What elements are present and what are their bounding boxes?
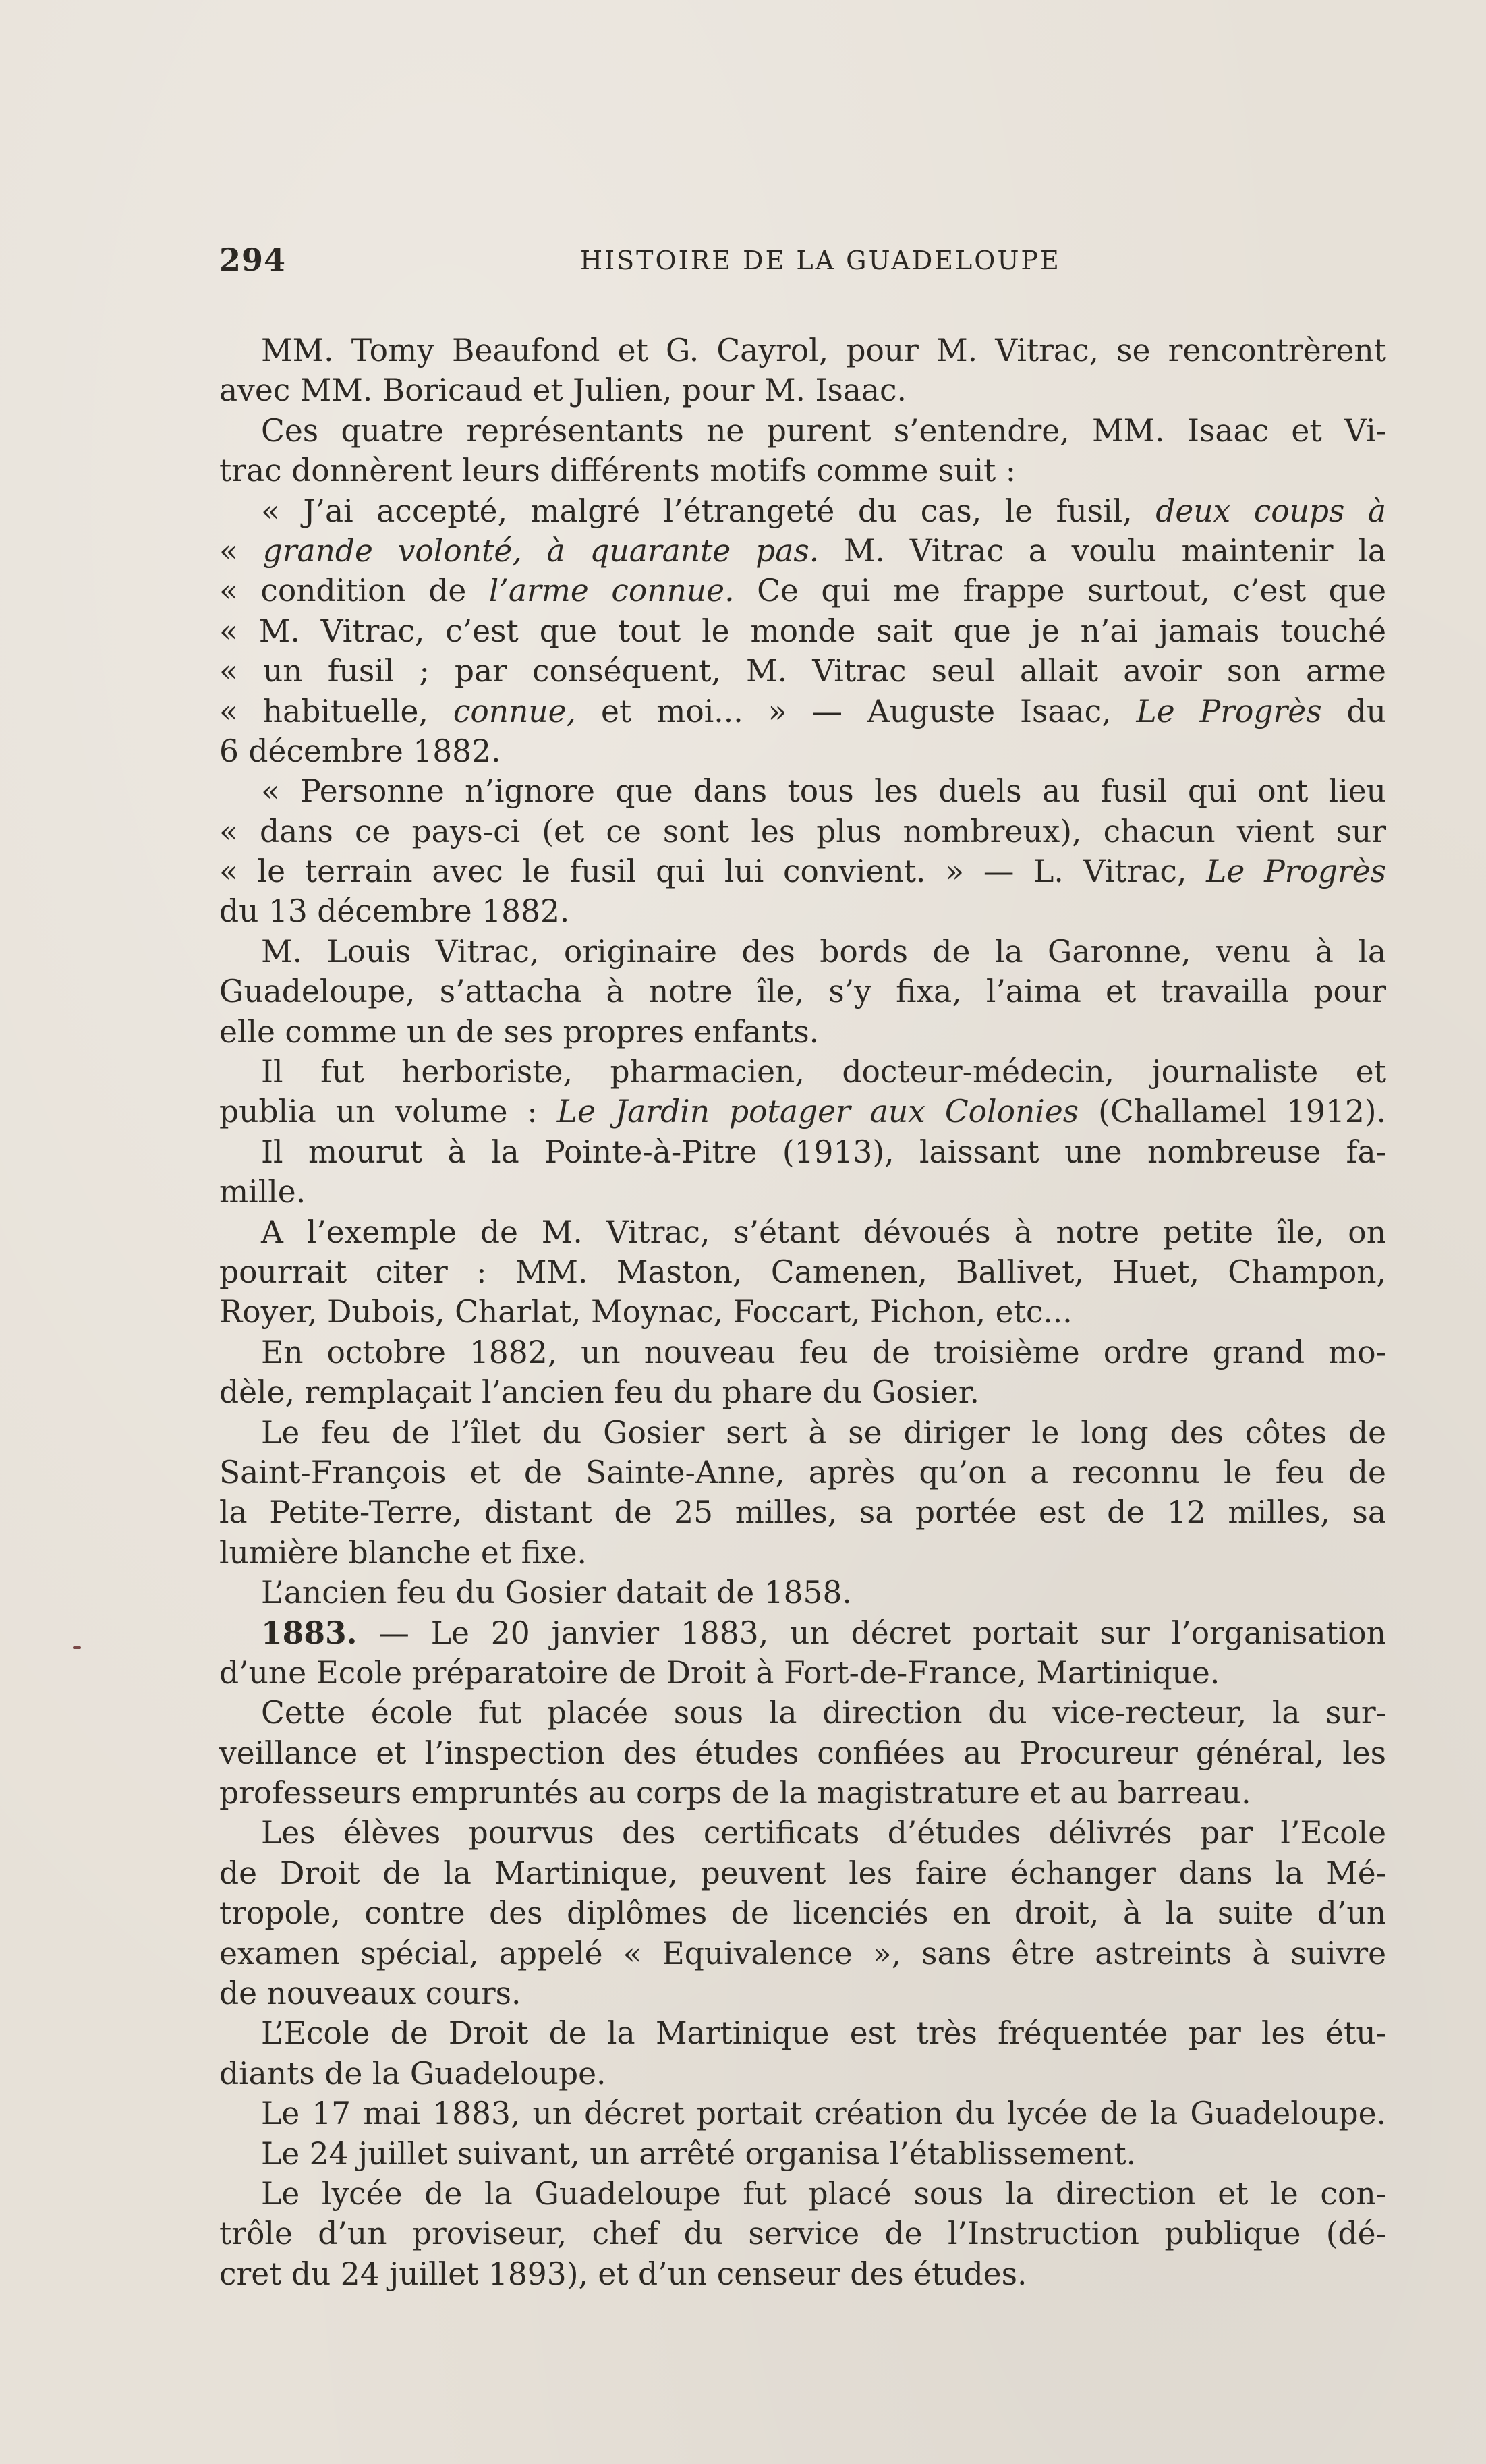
text-line: « habituelle, connue, et moi... » — Auguste Isaac, Le Progrès du — [219, 693, 1386, 729]
text-line: avec MM. Boricaud et Julien, pour M. Isaac. — [219, 372, 907, 409]
text-line: « J’ai accepté, malgré l’étrangeté du cas, le fusil, deux coups à — [261, 493, 1386, 529]
text-line: Il fut herboriste, pharmacien, docteur-médecin, journaliste et — [261, 1054, 1386, 1090]
text-line: publia un volume : Le Jardin potager aux Colonies (Challamel 1912). — [219, 1094, 1386, 1130]
text-line: « un fusil ; par conséquent, M. Vitrac seul allait avoir son arme — [219, 653, 1386, 690]
text-line: Guadeloupe, s’attacha à notre île, s’y fixa, l’aima et travailla pour — [219, 974, 1386, 1010]
text-line: MM. Tomy Beaufond et G. Cayrol, pour M. Vitrac, se rencontrèrent — [261, 333, 1386, 368]
text-line: du 13 décembre 1882. — [219, 893, 570, 930]
text-line: Le 17 mai 1883, un décret portait création du lycée de la Guadeloupe. — [261, 2096, 1386, 2132]
text-line: A l’exemple de M. Vitrac, s’étant dévoués à notre petite île, on — [261, 1214, 1386, 1250]
text-line: pourrait citer : MM. Maston, Camenen, Ballivet, Huet, Champon, — [219, 1254, 1386, 1290]
text-line: « le terrain avec le fusil qui lui convient. » — L. Vitrac, Le Progrès — [219, 853, 1386, 890]
text-line: diants de la Guadeloupe. — [219, 2055, 606, 2092]
text-line: examen spécial, appelé « Equivalence », sans être astreints à suivre — [219, 1935, 1386, 1971]
page-header — [219, 242, 1386, 289]
text-line: Le feu de l’îlet du Gosier sert à se diriger le long des côtes de — [261, 1414, 1386, 1451]
text-line: elle comme un de ses propres enfants. — [219, 1013, 820, 1050]
text-line: Le lycée de la Guadeloupe fut placé sous la direction et le con- — [261, 2175, 1386, 2212]
text-line: professeurs empruntés au corps de la magistrature et au barreau. — [219, 1775, 1251, 1812]
text-line: « grande volonté, à quarante pas. M. Vitrac a voulu maintenir la — [219, 532, 1386, 569]
margin-ink-mark — [73, 1646, 81, 1649]
text-line: dèle, remplaçait l’ancien feu du phare du Gosier. — [219, 1374, 979, 1411]
text-line: L’ancien feu du Gosier datait de 1858. — [261, 1575, 852, 1611]
text-line: Le 24 juillet suivant, un arrêté organisa l’établissement. — [261, 2135, 1137, 2172]
text-line: « condition de l’arme connue. Ce qui me frappe surtout, c’est que — [219, 573, 1386, 609]
text-line: 1883. — Le 20 janvier 1883, un décret portait sur l’organisation — [261, 1614, 1386, 1651]
text-line: veillance et l’inspection des études confiées au Procureur général, les — [219, 1735, 1386, 1771]
text-line: « M. Vitrac, c’est que tout le monde sait que je n’ai jamais touché — [219, 613, 1386, 649]
page-number: 294 — [219, 242, 287, 278]
text-line: En octobre 1882, un nouveau feu de troisième ordre grand mo- — [261, 1334, 1386, 1370]
text-line: « Personne n’ignore que dans tous les duels au fusil qui ont lieu — [261, 773, 1386, 810]
text-line: 6 décembre 1882. — [219, 733, 501, 769]
text-line: « dans ce pays-ci (et ce sont les plus nombreux), chacun vient sur — [219, 813, 1386, 849]
body-text — [219, 331, 1386, 2294]
text-line: de Droit de la Martinique, peuvent les faire échanger dans la Mé- — [219, 1855, 1386, 1891]
text-line: Cette école fut placée sous la direction du vice-recteur, la sur- — [261, 1695, 1386, 1731]
text-line: tropole, contre des diplômes de licenciés en droit, à la suite d’un — [219, 1895, 1386, 1932]
text-line: Ces quatre représentants ne purent s’entendre, MM. Isaac et Vi- — [261, 412, 1386, 449]
text-line: M. Louis Vitrac, originaire des bords de la Garonne, venu à la — [261, 933, 1386, 970]
text-line: trac donnèrent leurs différents motifs comme suit : — [219, 453, 1017, 489]
running-title: HISTOIRE DE LA GUADELOUPE — [580, 246, 1061, 275]
text-line: lumière blanche et fixe. — [219, 1534, 587, 1571]
text-line: de nouveaux cours. — [219, 1976, 521, 2012]
text-line: cret du 24 juillet 1893), et d’un censeur des études. — [219, 2256, 1027, 2292]
text-line: trôle d’un proviseur, chef du service de l’Instruction publique (dé- — [219, 2216, 1386, 2252]
text-line: la Petite-Terre, distant de 25 milles, sa portée est de 12 milles, sa — [219, 1494, 1386, 1531]
text-line: Les élèves pourvus des certificats d’études délivrés par l’Ecole — [261, 1815, 1386, 1851]
text-line: mille. — [219, 1174, 306, 1210]
text-line: Il mourut à la Pointe-à-Pitre (1913), laissant une nombreuse fa- — [261, 1133, 1386, 1170]
text-line: d’une Ecole préparatoire de Droit à Fort-de-France, Martinique. — [219, 1654, 1220, 1691]
text-line: L’Ecole de Droit de la Martinique est très fréquentée par les étu- — [261, 2015, 1386, 2052]
text-line: Royer, Dubois, Charlat, Moynac, Foccart, Pichon, etc... — [219, 1294, 1073, 1331]
text-line: Saint-François et de Sainte-Anne, après qu’on a reconnu le feu de — [219, 1454, 1386, 1490]
